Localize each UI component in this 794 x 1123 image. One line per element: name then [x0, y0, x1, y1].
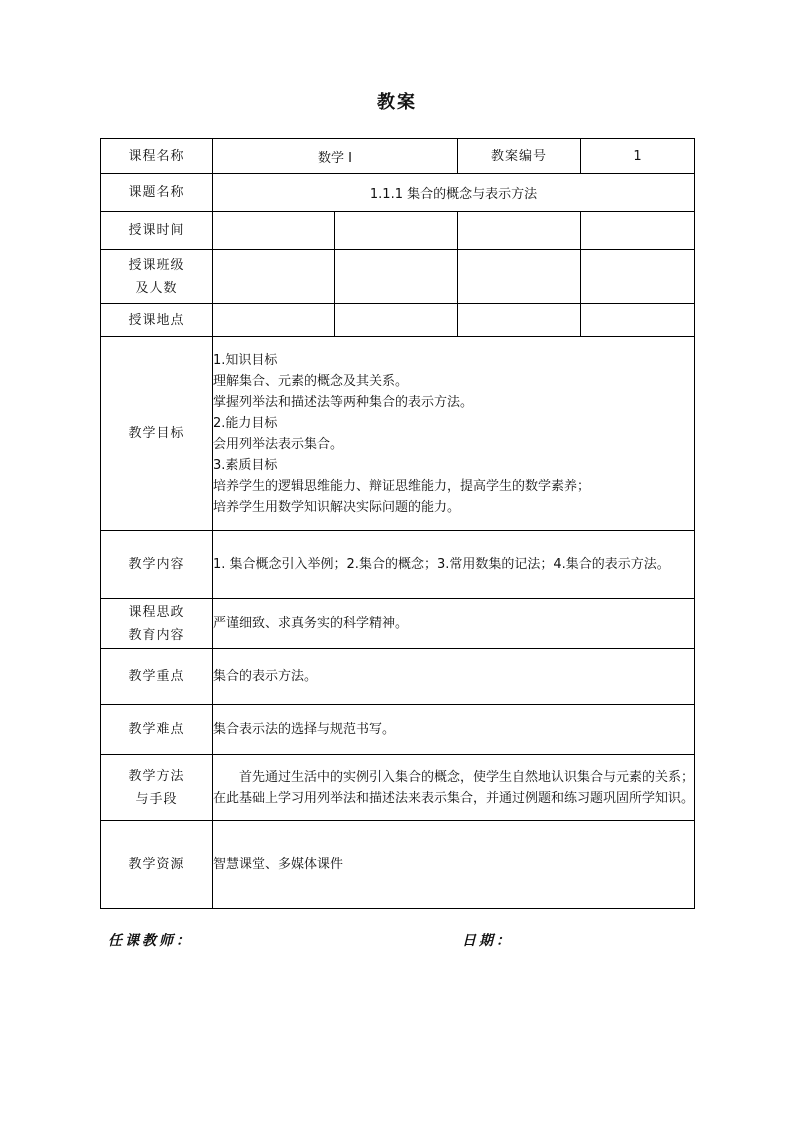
ideology-text: 严谨细致、求真务实的科学精神。: [213, 599, 695, 649]
objective-line: 培养学生用数学知识解决实际问题的能力。: [213, 499, 461, 515]
class-label-line1: 授课班级: [128, 257, 185, 273]
methods-label: [101, 755, 213, 821]
time-cell-4: [581, 212, 695, 250]
ideology-row: [101, 599, 695, 649]
key-points-row: [101, 649, 695, 705]
class-row: [101, 250, 695, 304]
date-label: 日期：: [462, 933, 513, 949]
difficulties-row: [101, 705, 695, 755]
location-row: [101, 304, 695, 337]
class-cell-1: [213, 250, 335, 304]
location-label: 授课地点: [101, 304, 213, 337]
difficulties-text: 集合表示法的选择与规范书写。: [213, 705, 695, 755]
time-row: [101, 212, 695, 250]
content-label: 教学内容: [101, 531, 213, 599]
time-cell-2: [335, 212, 458, 250]
ideology-label-line2: 教育内容: [128, 627, 185, 643]
course-name-value: 数学 I: [213, 139, 458, 174]
class-cell-2: [335, 250, 458, 304]
time-label: 授课时间: [101, 212, 213, 250]
objective-line: 会用列举法表示集合。: [213, 436, 344, 452]
resources-text: 智慧课堂、多媒体课件: [213, 821, 695, 909]
resources-label: 教学资源: [101, 821, 213, 909]
time-cell-3: [458, 212, 581, 250]
methods-text: 首先通过生活中的实例引入集合的概念，使学生自然地认识集合与元素的关系；在此基础上学习用列举法和描述法来表示集合，并通过例题和练习题巩固所学知识。: [213, 755, 695, 821]
topic-row: [101, 174, 695, 212]
class-cell-4: [581, 250, 695, 304]
location-cell-2: [335, 304, 458, 337]
topic-value: 1.1.1 集合的概念与表示方法: [213, 174, 695, 212]
location-cell-3: [458, 304, 581, 337]
key-points-label: 教学重点: [101, 649, 213, 705]
objective-line: 掌握列举法和描述法等两种集合的表示方法。: [213, 394, 474, 410]
methods-row: [101, 755, 695, 821]
class-label: [101, 250, 213, 304]
teacher-label: 任课教师：: [108, 933, 193, 949]
objectives-row: [101, 337, 695, 531]
content-row: [101, 531, 695, 599]
key-points-text: 集合的表示方法。: [213, 649, 695, 705]
resources-row: [101, 821, 695, 909]
plan-number-value: 1: [581, 139, 695, 174]
lesson-plan-table: [100, 138, 695, 909]
topic-label: 课题名称: [101, 174, 213, 212]
objectives-content: [213, 337, 695, 531]
objective-line: 理解集合、元素的概念及其关系。: [213, 373, 409, 389]
course-row: [101, 139, 695, 174]
time-cell-1: [213, 212, 335, 250]
ideology-label-line1: 课程思政: [128, 604, 185, 620]
objective-line: 1.知识目标: [213, 352, 278, 368]
location-cell-4: [581, 304, 695, 337]
plan-number-label: 教案编号: [458, 139, 581, 174]
class-label-line2: 及人数: [135, 280, 178, 296]
objective-line: 培养学生的逻辑思维能力、辩证思维能力，提高学生的数学素养；: [213, 478, 591, 494]
page-title: 教案: [377, 92, 417, 113]
location-cell-1: [213, 304, 335, 337]
objectives-label: 教学目标: [101, 337, 213, 531]
objective-line: 3.素质目标: [213, 457, 278, 473]
methods-label-line1: 教学方法: [128, 768, 185, 784]
content-text: 1. 集合概念引入举例；2.集合的概念；3.常用数集的记法；4.集合的表示方法。: [213, 531, 695, 599]
methods-label-line2: 与手段: [135, 791, 178, 807]
objective-line: 2.能力目标: [213, 415, 278, 431]
course-name-label: 课程名称: [101, 139, 213, 174]
difficulties-label: 教学难点: [101, 705, 213, 755]
ideology-label: [101, 599, 213, 649]
class-cell-3: [458, 250, 581, 304]
